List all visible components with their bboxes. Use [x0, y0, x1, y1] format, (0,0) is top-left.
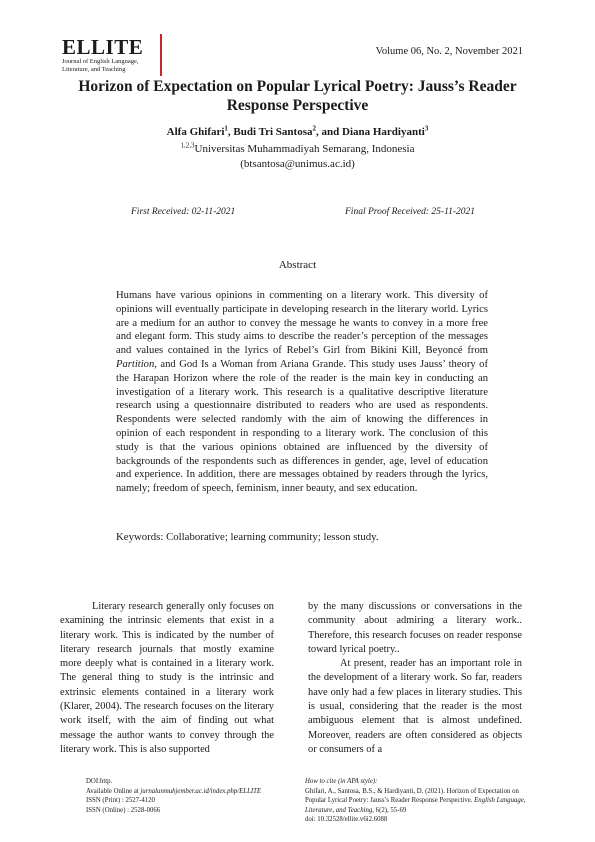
affiliation-text: Universitas Muhammadiyah Semarang, Indonesia: [194, 143, 415, 155]
journal-logo-title: ELLITE: [62, 35, 144, 59]
body-paragraph: Literary research generally only focuses on examining the intrinsic elements that exist in a literary work. This is indicated by the number of literary research journals that mostly examine more deeply what is contained in a literary work. The general thing to study is the intrinsic and extrinsic elements contained in a literary work (Klarer, 2004). The research focuses on the literary work itself, with the aim of finding out what message the author wants to convey through the literary work. This is also supported: [60, 601, 274, 755]
available-online: [86, 787, 296, 797]
doi-label: DOI:http.: [86, 778, 113, 785]
article-title: Horizon of Expectation on Popular Lyrical Poetry: Jauss’s Reader Response Perspective: [78, 78, 517, 114]
author-name: Diana Hardiyanti: [342, 126, 425, 138]
journal-url-link[interactable]: jurnalunmuhjember.ac.id/index.php/ELLITE: [140, 787, 262, 795]
body-paragraph: by the many discussions or conversations in the community about admiring a literary work.. Therefore, this research focuses on reader response toward lyrical poetry..: [308, 601, 522, 655]
body-column-right: [308, 600, 522, 757]
corresponding-email: (btsantosa@unimus.ac.id): [240, 158, 355, 170]
author-separator: ,: [227, 126, 234, 138]
body-column-left: [60, 600, 274, 757]
abstract-italic-term: Partition: [116, 358, 155, 370]
volume-info: Volume 06, No. 2, November 2021: [375, 46, 523, 57]
final-proof-date: Final Proof Received: 25-11-2021: [345, 207, 476, 217]
author-sup: 3: [424, 124, 429, 133]
available-prefix: Available Online at: [86, 787, 141, 795]
first-received-date: First Received: 02-11-2021: [131, 207, 236, 217]
footer-citation: [305, 777, 537, 825]
abstract-text: , and God Is a Woman from Ariana Grande. This study uses Jauss’ theory of the Harapan Horizon where the role of the reader is the main key in conducting an investigation of a literary work. This research is a qualitative descriptive literature research using a questionnaire distributed to readers who are used as respondents. Respondents were selected randomly with the aim of knowing the differences in opinion of each respondent in responding to a literary work. The conclusion of this study is that the various opinions obtained are influenced by the diversity of backgrounds of the respondents such as differences in gender, age, level of education and experience. In addition, there are messages obtained by readers through the lyrics, namely; freedom of speech, feminism, inner beauty, and sex education.: [116, 358, 488, 495]
cite-heading: [305, 777, 537, 787]
author-name: Budi Tri Santosa: [233, 126, 313, 138]
cite-tail: , 6(2), 55-69: [372, 806, 407, 814]
footer-publication-info: [86, 777, 296, 815]
cite-text: [305, 787, 537, 816]
journal-logo-subtitle: Journal of English Language, Literature, and Teaching: [62, 58, 139, 73]
author-sup: 1: [224, 124, 228, 133]
author-list: [60, 126, 535, 138]
abstract-heading: Abstract: [278, 259, 317, 271]
cite-journal-italic: English Language, Literature, and Teaching: [305, 797, 526, 814]
cite-main: Ghifari, A., Santosa, B.S., & Hardiyanti, D. (2021). Horizon of Expectation on Popular Lyrical Poetry: Jauss’s Reader Response Perspective.: [305, 787, 519, 805]
affiliation: [60, 143, 535, 155]
keywords: Keywords: Collaborative; learning community; lesson study.: [116, 531, 379, 543]
abstract-text: Humans have various opinions in commenting on a literary work. This diversity of opinions will eventually participate in developing research in the literary world. Lyrics are a medium for an author to convey the message he wants to convey in a more free and elegant form. This study aims to describe the reader’s perception of the messages and values contained in the lyrics of Rebel’s Girl from Bikini Kill, Beyoncé from: [116, 290, 488, 357]
cite-doi[interactable]: doi: 10.32528/ellite.v6i2.6088: [305, 816, 388, 824]
issn-print: ISSN (Print) : 2527-4120: [86, 797, 155, 805]
issn-online: ISSN (Online) : 2528-0066: [86, 806, 161, 814]
author-sup: 2: [312, 124, 316, 133]
author-separator: , and: [316, 126, 342, 138]
cite-heading-text: How to cite (in APA style):: [305, 778, 378, 785]
body-paragraph: At present, reader has an important role in the development of a literary work. So far, readers have only had a few places in literary studies. This is usual, considering that the reader is the most ambiguous element that is almost undefined. Moreover, readers are often considered as objects or consumers of a: [308, 658, 522, 755]
abstract-body: [116, 289, 488, 496]
affiliation-sup: 1,2,3: [180, 141, 195, 150]
author-name: Alfa Ghifari: [166, 126, 225, 138]
